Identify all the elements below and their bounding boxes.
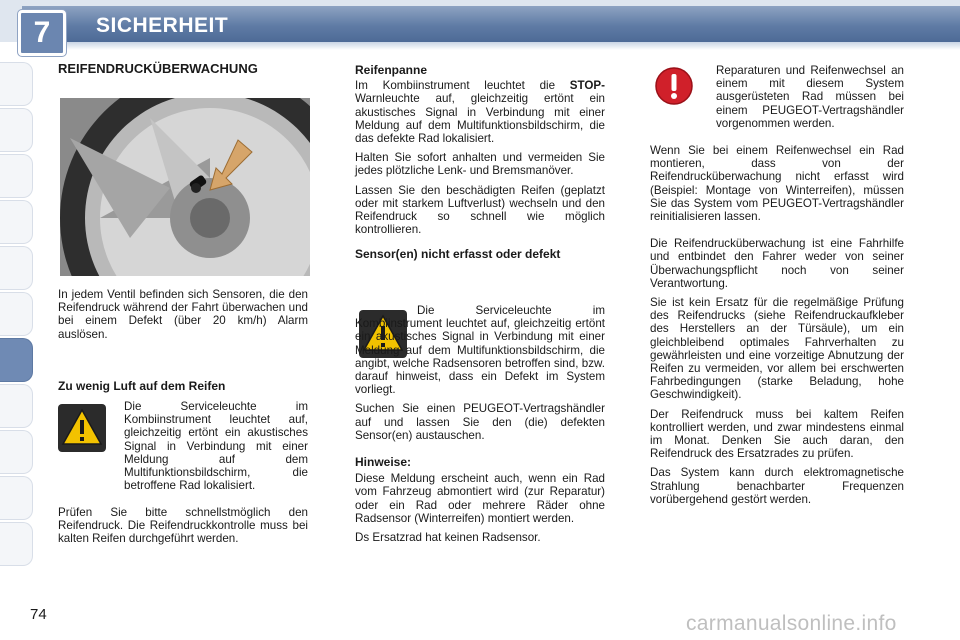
puncture-paragraph — [355, 79, 605, 145]
warning-triangle-icon — [58, 404, 106, 452]
section-heading: REIFENDRUCKÜBERWACHUNG — [58, 61, 258, 76]
page-title: SICHERHEIT — [96, 14, 229, 37]
driving-aid-paragraph: Die Reifendrucküberwachung ist eine Fahrhilfe und entbindet den Fahrer weder von seiner Überwachungspflicht noch von seiner Verantwortung. — [650, 237, 904, 290]
chapter-number: 7 — [18, 10, 66, 56]
chapter-tab[interactable] — [0, 154, 33, 198]
column-1 — [58, 62, 308, 75]
sensor-paragraph: Die Serviceleuchte im Kombiinstrument leuchtet auf, gleichzeitig ertönt ein akustisches Signal in Verbindung mit einer Meldung auf dem Multifunktionsbildschirm, die angibt, welche Radsensoren betroffen sind, bzw. darauf hinweist, dass ein Defekt im System vorliegt. — [355, 304, 605, 397]
chapter-tab[interactable] — [0, 246, 33, 290]
intro-paragraph: In jedem Ventil befinden sich Sensoren, die den Reifendruck während der Fahrt überwachen und bei einem Defekt (über 20 km/h) Alarm auslösen. — [58, 288, 308, 341]
low-pressure-section — [58, 380, 308, 393]
repair-note: Reparaturen und Reifenwechsel an einem mit diesem System ausgerüsteten Rad müssen bei einem PEUGEOT-Vertragshändler vorgenommen werden. — [716, 64, 904, 130]
chapter-tab[interactable] — [0, 522, 33, 566]
column-1-text — [58, 288, 308, 347]
sensor-heading: Sensor(en) nicht erfasst oder defekt — [355, 247, 561, 262]
chapter-tab[interactable] — [0, 476, 33, 520]
low-pressure-paragraph: Die Serviceleuchte im Kombiinstrument leuchtet auf, gleichzeitig ertönt ein akustisches Signal in Verbindung mit einer Meldung auf dem Multifunktionsbildschirm, die betroffene Rad lokalisiert. — [124, 400, 308, 493]
regular-check-paragraph: Sie ist kein Ersatz für die regelmäßige Prüfung des Reifendrucks (siehe Reifendruckaufkleber des Herstellers an der Türsäule), um ein gleichbleibend optimales Fahrverhalten zu gewährleisten und eine vorzeitige Abnutzung der Reifen zu vermeiden, vor allem bei erschwerten Fahrbedingungen (starke Beladung, hohe Geschwindigkeit). — [650, 296, 904, 402]
low-pressure-heading: Zu wenig Luft auf dem Reifen — [58, 379, 226, 393]
watermark: carmanualsonline.info — [686, 612, 897, 635]
tire-valve-photo — [60, 98, 310, 276]
sensor-replace-paragraph: Suchen Sie einen PEUGEOT-Vertragshändler auf und lassen Sie den (die) defekten Sensor(en) austauschen. — [355, 402, 605, 442]
notes-heading: Hinweise: — [355, 455, 412, 470]
stop-label: STOP- — [569, 79, 605, 93]
puncture-text-suffix: Warnleuchte auf, gleichzeitig ertönt ein akustisches Signal in Verbindung mit einer Meldung auf dem Multifunktionsbildschirm, die das defekte Rad lokalisiert. — [355, 92, 605, 146]
chapter-tab[interactable] — [0, 292, 33, 336]
header-underline — [22, 42, 960, 50]
check-pressure-text — [58, 506, 308, 552]
chapter-tab-active[interactable] — [0, 338, 33, 382]
stop-driving-paragraph: Halten Sie sofort anhalten und vermeiden Sie jedes plötzliche Lenk- und Bremsmanöver. — [355, 151, 605, 178]
check-pressure-paragraph: Prüfen Sie bitte schnellstmöglich den Reifendruck. Die Reifendruckkontrolle muss bei kalten Reifen durchgeführt werden. — [58, 506, 308, 546]
sensor-section — [355, 304, 605, 550]
column-3 — [650, 144, 904, 512]
notes-paragraph: Diese Meldung erscheint auch, wenn ein Rad vom Fahrzeug abmontiert wird (zur Reparatur) oder ein Rad oder mehrere Räder ohne Radsensor (Winterreifen) montiert werden. — [355, 472, 605, 525]
chapter-tab[interactable] — [0, 108, 33, 152]
chapter-tab[interactable] — [0, 200, 33, 244]
replace-tire-paragraph: Lassen Sie den beschädigten Reifen (geplatzt oder mit starkem Luftverlust) wechseln und den Reifendruck so schnell wie möglich kontrollieren. — [355, 183, 605, 237]
puncture-text-prefix: Im Kombiinstrument leuchtet die — [355, 79, 570, 93]
page-number: 74 — [30, 606, 47, 623]
chapter-tab[interactable] — [0, 62, 33, 106]
chapter-tab[interactable] — [0, 430, 33, 474]
cold-tire-paragraph: Der Reifendruck muss bei kaltem Reifen kontrolliert werden, und zwar mindestens einmal im Monat. Denken Sie auch daran, den Reifendruck des Ersatzrades zu prüfen. — [650, 407, 904, 461]
stop-exclamation-icon — [654, 66, 694, 106]
column-2 — [355, 64, 605, 262]
interference-paragraph: Das System kann durch elektromagnetische Strahlung benachbarter Frequenzen vorübergehend gestört werden. — [650, 466, 904, 506]
column-3-note — [716, 64, 904, 136]
chapter-tabs — [0, 62, 34, 582]
low-pressure-text — [124, 400, 308, 498]
chapter-tab[interactable] — [0, 384, 33, 428]
spare-wheel-paragraph: Ds Ersatzrad hat keinen Radsensor. — [355, 531, 541, 545]
reinit-paragraph: Wenn Sie bei einem Reifenwechsel ein Rad montieren, dass von der Reifendrucküberwachung nicht erfasst wird (Beispiel: Montage von Winterreifen), müssen Sie das System vom PEUGEOT-Vertragshändler reinitialisieren lassen. — [650, 144, 904, 224]
puncture-heading: Reifenpanne — [355, 63, 428, 77]
